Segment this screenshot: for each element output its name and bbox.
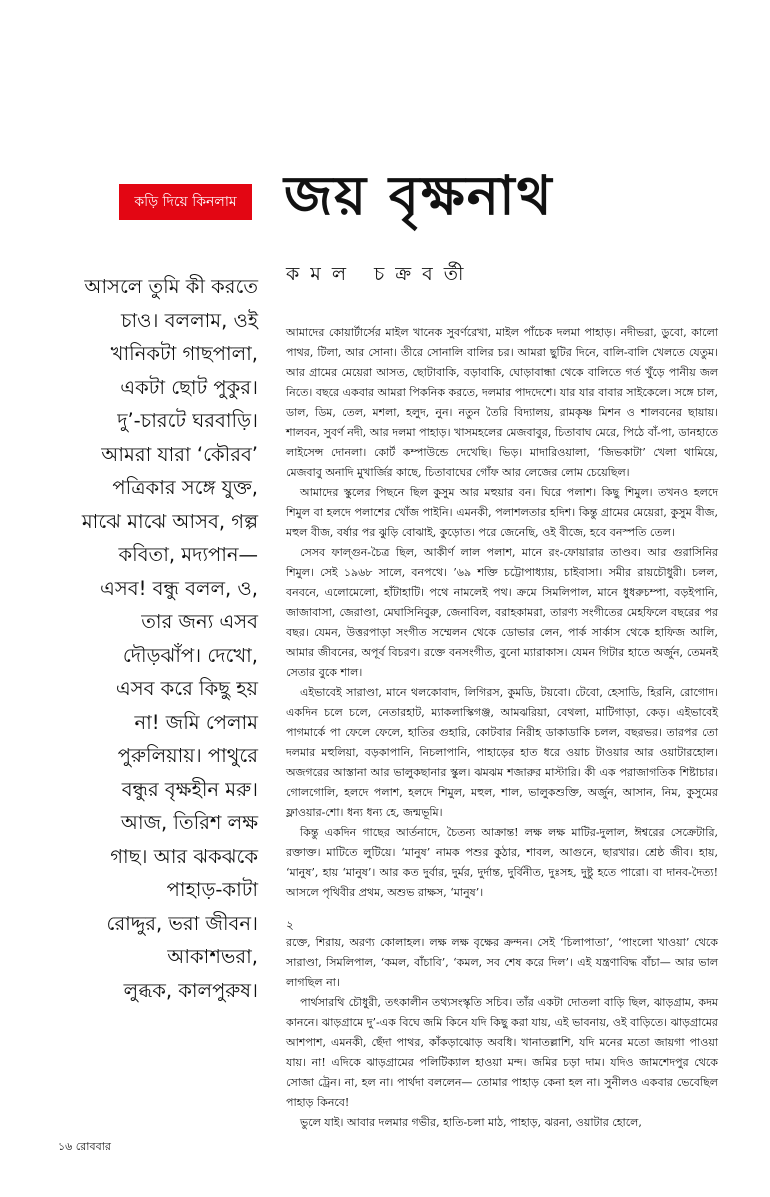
body-paragraph: ভুলে যাই। আবার দলমার গভীর, হাতি-চলা মাঠ, পাহাড়, ঝরনা, ওয়াটার হোলে, — [300, 1116, 642, 1129]
page-folio: ১৬ রোববার — [58, 1140, 111, 1153]
pull-quote-line: এসব! বন্ধু বলল, ও, — [100, 576, 258, 600]
pull-quote-line: আসলে তুমি কী করতে — [84, 275, 258, 298]
author-byline: কমল চক্রবর্তী — [286, 263, 475, 285]
pull-quote-line: গাছ। আর ঝকঝকে — [110, 844, 258, 868]
pull-quote-line: আজ, তিরিশ লক্ষ — [120, 811, 258, 834]
body-paragraph: কিন্তু একদিন গাছের আর্তনাদে, চৈতন্য আক্রান্ত! লক্ষ লক্ষ মাটির-দুলাল, ঈশ্বরের সেক্রেটারি, রক্তাক্ত। মাটিতে লুটিয়ে। ‘মানুষ’ নামক পশুর কুঠার, শাবল, আগুনে, ছারখার। শ্রেষ্ঠ জীব। হায়, ‘মানুষ’, হায় ‘মানুষ’। আর কত দুর্বার, দুর্মর, দুর্দান্ত, দুর্বিনীত, দুঃসহ, দুষ্টু হতে পারো। বা দানব-দৈত্য! আসলে পৃথিবীর প্রথম, অশুভ রাক্ষস, ‘মানুষ’। — [286, 826, 718, 899]
body-paragraph: সেসব ফাল্গুন-চৈত্র ছিল, আকীর্ণ লাল পলাশ, মানে রং-ফোয়ারার তাণ্ডব। আর গুরাসিনির শিমুল। সেই ১৯৬৮ সালে, বনপথে। ’৬৯ শক্তি চট্টোপাধ্যায়, চাইবাসা। সমীর রায়চৌধুরী। চলল, বনবনে, এলোমেলো, হাঁটাহাটি। পথে নামলেই পথ। ক্রমে সিমলিপাল, মানে ধুধরুচম্পা, বড়ইপানি, জাজাবাসা, জেরাণ্ডা, মেঘাসিনিবুরু, জেনাবিল, বরাহকামরা, তারণ্য সংগীতের মেহফিলে বছরের পর বছর। যেমন, উত্তরপাড়া সংগীত সম্মেলন থেকে ডোভার লেন, পার্ক সার্কাস থেকে হাফিজ আলি, আমার জীবনের, অপূর্ব বিচরণ। রক্তে বনসংগীত, বুনো ম্যারাকাস। যেমন গিটার হাতে অর্জুন, তেমনই সেতার বুকে শাল। — [286, 546, 718, 679]
pull-quote-line: রোদ্দুর, ভরা জীবন। — [106, 911, 258, 935]
pull-quote-line: দু’-চারটে ঘরবাড়ি। — [117, 409, 258, 432]
pull-quote-line: কবিতা, মদ্যপান— — [118, 543, 258, 566]
pull-quote-line: এসব করে কিছু হয় — [115, 677, 258, 700]
pull-quote-line: না! জমি পেলাম — [134, 710, 258, 734]
pull-quote-line: পুরুলিয়ায়। পাথুরে — [117, 744, 258, 767]
pull-quote-line: পত্রিকার সঙ্গে যুক্ত, — [112, 476, 258, 499]
pull-quote-line: খানিকটা গাছপালা, — [110, 342, 258, 365]
article-body — [286, 323, 718, 1133]
pull-quote-line: চাও। বললাম, ওই — [121, 308, 258, 332]
pull-quote-line: লুব্ধক, কালপুরুষ। — [123, 978, 258, 1002]
section-number: ২ — [286, 918, 294, 932]
body-paragraph: পার্থসারথি চৌধুরী, তৎকালীন তথ্যসংস্কৃতি সচিব। তাঁর একটা দোতলা বাড়ি ছিল, ঝাড়গ্রাম, কদম কাননে। ঝাড়গ্রামে দু’-এক বিঘে জমি কিনে যদি কিছু করা যায়, এই ভাবনায়, ওই বাড়িতে। ঝাড়গ্রামের আশপাশ, এমনকী, ছেঁদা পাথর, কাঁকড়াঝোড় অবধি। খানাতল্লাশি, যদি মনের মতো জায়গা পাওয়া যায়। না! এদিকে ঝাড়গ্রামের পলিটিক্যাল হাওয়া মন্দ। জমির চড়া দাম। যদিও জামশেদপুর থেকে সোজা ট্রেন। না, হল না। পার্থদা বললেন— তোমার পাহাড় কেনা হল না। সুনীলও একবার ভেবেছিল পাহাড় কিনবে! — [286, 996, 718, 1109]
pull-quote-line: আমরা যারা ‘কৌরব’ — [101, 442, 258, 466]
pull-quote — [58, 270, 258, 1007]
pull-quote-line: পাহাড়-কাটা — [166, 878, 258, 901]
pull-quote-line: তার জন্য এসব — [141, 610, 258, 633]
section-tag: কড়ি দিয়ে কিনলাম — [119, 184, 252, 220]
body-paragraph: এইভাবেই সারাণ্ডা, মানে থলকোবাদ, লিগিরস, কুমডি, টয়বো। টেবো, হেসাডি, হিরনি, রোগোদ। একদিন চলে চলে, নেতারহাট, ম্যাকলাস্কিগঞ্জ, আমঝরিয়া, বেথলা, মাটিগাড়া, কেড়। এইভাবেই পাগমার্কে পা ফেলে ফেলে, হাতির গুহারি, কোটবার নিরীহ ডাকাডাকি চলল, বছরভর। তারপর তো দলমার মহুলিয়া, বড়কাপানি, নিচলাপানি, পাহাড়ের হাত ধরে ওয়াচ টাওয়ার আর ওয়াটারহোল। অজগরের আস্তানা আর ভালুকছানার স্কুল। ঝমঝম শজারুর মাস্টারি। কী এক পরাজাগতিক শিষ্টাচার। গোলগোলি, হলদে পলাশ, হলদে শিমুল, মহুল, শাল, ভালুকশুক্তি, অর্জুন, আসান, নিম, কুসুমের ফ্লাওয়ার-শো। ধন্য ধন্য হে, জন্মভূমি। — [286, 686, 718, 819]
body-paragraph: আমাদের কোয়ার্টার্সের মাইল খানেক সুবর্ণরেখা, মাইল পাঁচেক দলমা পাহাড়। নদীভরা, ডুবো, কালো পাথর, টিলা, আর সোনা। তীরে সোনালি বালির চর। আমরা ছুটির দিনে, বালি-বালি খেলতে যেতুম। আর গ্রামের মেয়েরা আসত, ছোটাবাকি, বড়াবাকি, ঘোড়াবান্ধা থেকে বালিতে গর্ত খুঁড়ে পানীয় জল নিতে। বছরে একবার আমরা পিকনিক করতে, দলমার পাদদেশে। যার যার বাবার সাইকেলে। সঙ্গে চাল, ডাল, ডিম, তেল, মশলা, হলুদ, নুন। নতুন তৈরি বিদ্যালয়, রামকৃষ্ণ মিশন ও শালবনের ছায়ায়। শালবন, সুবর্ণ নদী, আর দলমা পাহাড়। খাসমহলের মেজবাবুর, চিতাবাঘ মেরে, পিঠে বাঁ-পা, ডানহাতে লাইসেন্স দোনলা। কোর্ট কম্পাউন্ডে দেখেছি। ভিড়। মাদারিওয়ালা, ‘জিভকাটা’ খেলা থামিয়ে, মেজবাবু অনাদি মুখার্জির কাছে, চিতাবাঘের গোঁফ আর লেজের লোম চেয়েছিল। — [286, 326, 718, 479]
body-paragraph: আমাদের স্কুলের পিছনে ছিল কুসুম আর মহুয়ার বন। ঘিরে পলাশ। কিছু শিমুল। তখনও হলদে শিমুল বা হলদে পলাশের খোঁজ পাইনি। এমনকী, পলাশলতার হদিশ। কিন্তু গ্রামের মেয়েরা, কুসুম বীজ, মহুল বীজ, বর্ষার পর ঝুড়ি বোঝাই, কুড়োত। পরে জেনেছি, ওই বীজে, হবে বনস্পতি তেল। — [286, 486, 718, 539]
pull-quote-line: দৌড়ঝাঁপ। দেখো, — [122, 643, 258, 667]
pull-quote-line: আকাশভরা, — [167, 945, 258, 968]
article-title: জয় বৃক্ষনাথ — [284, 164, 554, 227]
pull-quote-line: একটা ছোট পুকুর। — [120, 375, 258, 399]
pull-quote-line: মাঝে মাঝে আসব, গল্প — [81, 509, 258, 533]
pull-quote-line: বন্ধুর বৃক্ষহীন মরু। — [121, 777, 258, 801]
body-paragraph: রক্তে, শিরায়, অরণ্য কোলাহল। লক্ষ লক্ষ বৃক্ষের ক্রন্দন। সেই ‘চিলাপাতা’, ‘পাংলো খাওয়া’ থেকে সারাণ্ডা, সিমলিপাল, ‘কমল, বাঁচাবি’, ‘কমল, সব শেষ করে দিল’। এই যন্ত্রণাবিদ্ধ বাঁচা— আর ভাল লাগছিল না। — [286, 936, 718, 989]
